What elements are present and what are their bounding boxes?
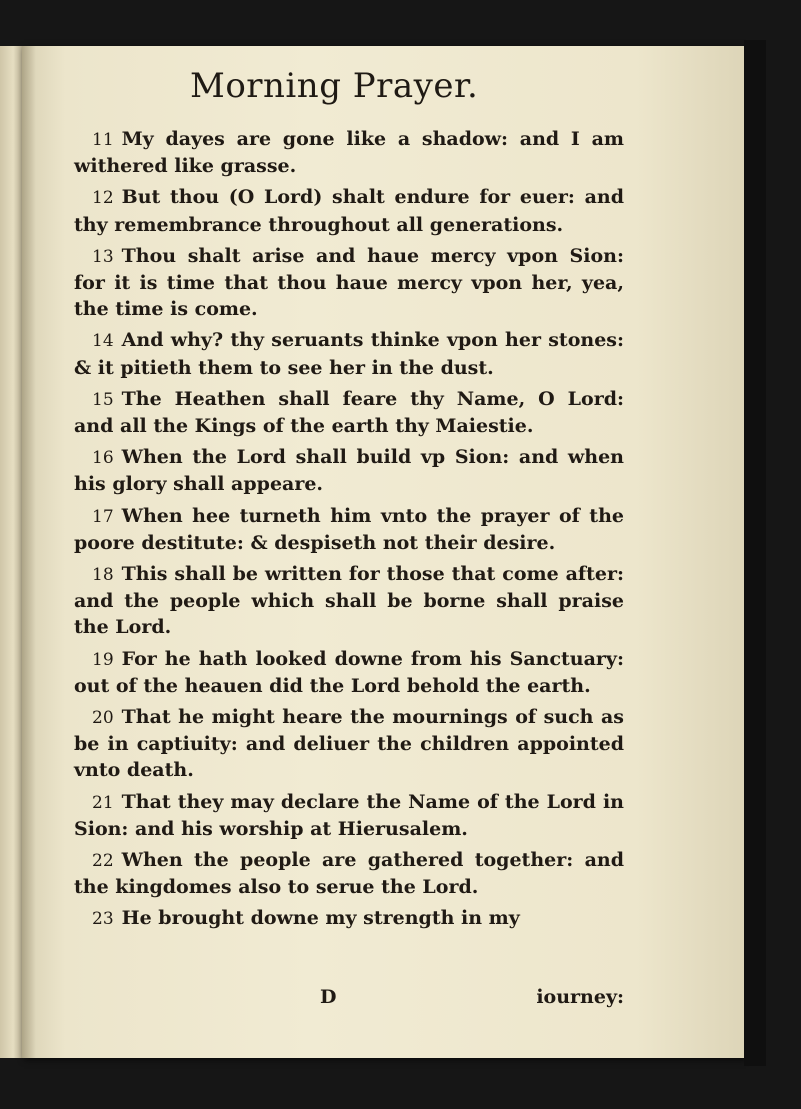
psalm-verses (74, 126, 624, 938)
spine-shadow (22, 46, 36, 1058)
verse (74, 386, 624, 439)
verse-text: And why? thy seruants thinke vpon her stones: & it pitieth them to see her in the dust. (74, 329, 624, 379)
verse (74, 789, 624, 842)
verse-number: 14 (92, 331, 114, 352)
verse (74, 327, 624, 380)
verse-text: My dayes are gone like a shadow: and I am withered like grasse. (74, 128, 624, 178)
verse (74, 444, 624, 497)
verse (74, 126, 624, 179)
catchword: iourney: (536, 986, 624, 1008)
verse (74, 646, 624, 699)
verse-number: 20 (92, 708, 114, 729)
left-page-edge (0, 46, 23, 1058)
verse (74, 847, 624, 900)
verse-text: Thou shalt arise and haue mercy vpon Sion: for it is time that thou haue mercy vpon her, yea, the time is come. (74, 244, 624, 321)
verse-text: When the Lord shall build vp Sion: and when his glory shall appeare. (74, 446, 624, 496)
verse (74, 503, 624, 556)
signature-mark: D (320, 986, 337, 1008)
running-title: Morning Prayer. (190, 66, 479, 106)
verse-text: This shall be written for those that come after: and the people which shall be borne shall praise the Lord. (74, 563, 624, 639)
verse-text: That they may declare the Name of the Lord in Sion: and his worship at Hierusalem. (74, 790, 624, 840)
verse-number: 13 (92, 246, 114, 267)
verse-number: 21 (92, 792, 114, 813)
verse (74, 905, 624, 932)
verse-number: 17 (92, 506, 114, 527)
verse-number: 19 (92, 649, 114, 670)
verse-number: 15 (92, 389, 114, 410)
verse-number: 18 (92, 565, 114, 586)
verse-text: He brought downe my strength in my (121, 907, 520, 930)
verse-number: 23 (92, 909, 114, 930)
verse-text: That he might heare the mournings of such as be in captiuity: and deliuer the children appointed vnto death. (74, 706, 624, 782)
verse-number: 16 (92, 448, 114, 469)
verse-text: But thou (O Lord) shalt endure for euer: and thy remembrance throughout all generations. (74, 186, 624, 236)
verse (74, 184, 624, 237)
verse (74, 704, 624, 784)
page-footer (74, 986, 624, 1012)
verse-text: When the people are gathered together: and the kingdomes also to serue the Lord. (74, 849, 624, 899)
verse-text: The Heathen shall feare thy Name, O Lord: and all the Kings of the earth thy Maiestie. (74, 387, 624, 438)
verse-text: When hee turneth him vnto the prayer of the poore destitute: & despiseth not their desire. (74, 504, 624, 554)
verse-number: 11 (92, 130, 114, 150)
book-page (22, 46, 744, 1058)
verse-number: 22 (92, 851, 114, 872)
verse (74, 561, 624, 641)
verse (74, 243, 624, 323)
verse-number: 12 (92, 188, 114, 209)
right-page-edge (744, 40, 766, 1066)
verse-text: For he hath looked downe from his Sanctuary: out of the heauen did the Lord behold the earth. (74, 647, 624, 697)
